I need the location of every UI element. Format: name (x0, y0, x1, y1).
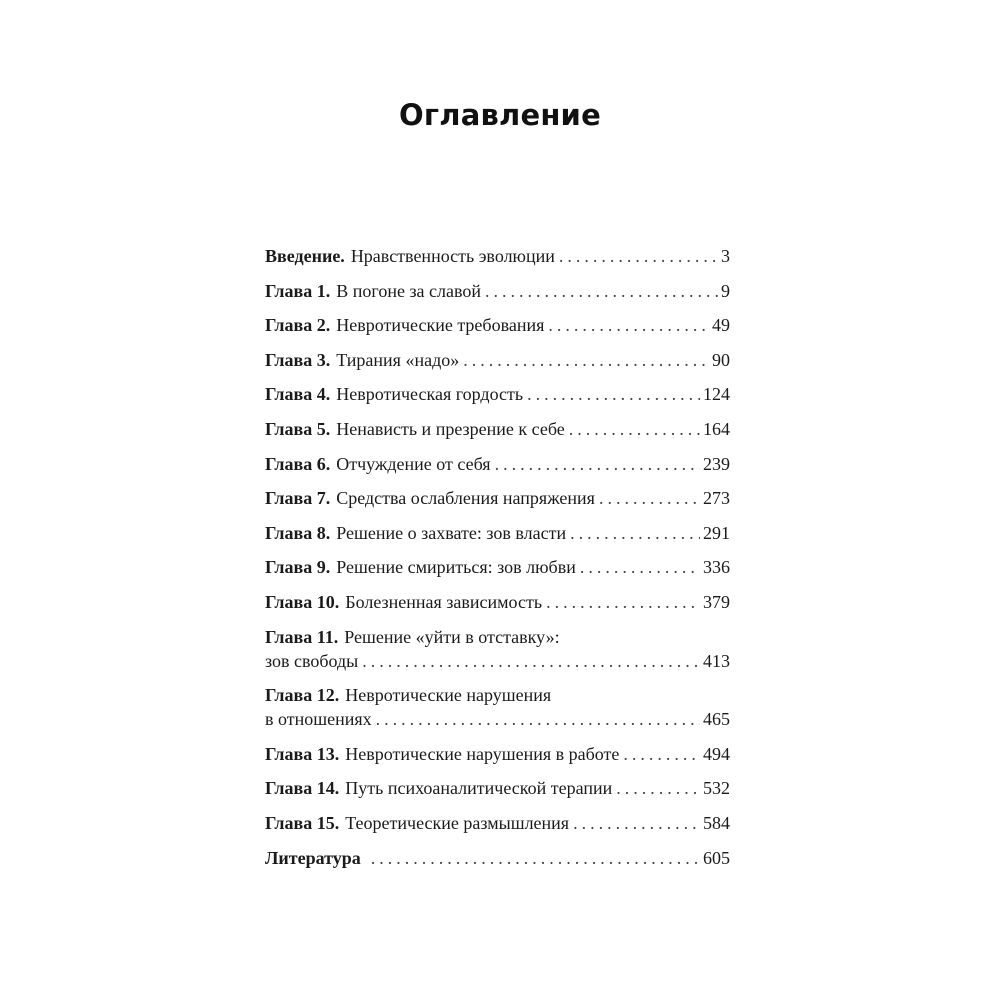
toc-entry-label: Глава 8. (265, 522, 331, 543)
toc-entry-page: 124 (703, 384, 730, 405)
dot-leader (623, 742, 700, 766)
toc-entry-label: Литература (265, 847, 361, 868)
dot-leader (573, 811, 700, 835)
toc-entry-title: В погоне за славой (336, 280, 482, 301)
toc-entry-title: Теоретические размышления (345, 812, 570, 833)
dot-leader (362, 649, 700, 673)
toc-entry-page: 532 (703, 778, 730, 799)
toc-entry-chapter-5 (265, 417, 730, 441)
toc-entry-label: Глава 15. (265, 812, 340, 833)
toc-entry-chapter-2 (265, 313, 730, 337)
toc-entry-chapter-13 (265, 742, 730, 766)
toc-entry-title: Решение «уйти в отставку»: (344, 626, 560, 647)
dot-leader (570, 521, 700, 545)
toc-entry-title: Тирания «надо» (336, 349, 460, 370)
toc-entry-label: Введение. (265, 246, 345, 266)
toc-entry-introduction (265, 244, 730, 268)
toc-entry-page: 9 (721, 280, 730, 301)
toc-entry-title: Невротическая гордость (336, 384, 524, 405)
dot-leader (463, 348, 709, 372)
toc-entry-chapter-1 (265, 279, 730, 303)
toc-entry-title: Средства ослабления напряжения (336, 488, 595, 509)
toc-entry-page: 273 (703, 488, 730, 509)
toc-entry-chapter-12 (265, 683, 730, 731)
dot-leader (495, 452, 700, 476)
toc-entry-page: 291 (703, 522, 730, 543)
dot-leader (599, 486, 700, 510)
toc-entry-label: Глава 1. (265, 280, 331, 301)
toc-entry-label: Глава 6. (265, 453, 331, 474)
dot-leader (548, 313, 709, 337)
toc-entry-title: Решение смириться: зов любви (336, 557, 576, 578)
toc-entry-page: 239 (703, 453, 730, 474)
page-title: Оглавление (399, 98, 601, 132)
toc-entry-page: 605 (703, 847, 730, 868)
toc-entry-chapter-6 (265, 452, 730, 476)
toc-entry-chapter-10 (265, 590, 730, 614)
toc-entry-chapter-4 (265, 382, 730, 406)
toc-entry-chapter-7 (265, 486, 730, 510)
table-of-contents (265, 244, 730, 870)
toc-entry-chapter-14 (265, 776, 730, 800)
toc-entry-page: 164 (703, 418, 730, 439)
toc-entry-title: Решение о захвате: зов власти (336, 522, 567, 543)
toc-entry-title: Ненависть и презрение к себе (336, 418, 565, 439)
dot-leader (371, 846, 700, 870)
toc-entry-title: Невротические требования (336, 315, 545, 336)
dot-leader (559, 244, 718, 268)
toc-entry-chapter-9 (265, 555, 730, 579)
toc-entry-label: Глава 13. (265, 743, 340, 764)
toc-entry-page: 465 (703, 709, 730, 730)
toc-entry-label: Глава 14. (265, 778, 340, 799)
toc-entry-label: Глава 2. (265, 315, 331, 336)
toc-entry-label: Глава 10. (265, 591, 340, 612)
toc-entry-page: 3 (721, 246, 730, 266)
toc-entry-title: Невротические нарушения (345, 685, 552, 706)
toc-entry-page: 90 (712, 349, 730, 370)
toc-entry-title: Нравственность эволюции (350, 246, 555, 266)
toc-entry-page: 494 (703, 743, 730, 764)
toc-entry-page: 584 (703, 812, 730, 833)
dot-leader (485, 279, 718, 303)
toc-entry-label: Глава 5. (265, 418, 331, 439)
dot-leader (580, 555, 700, 579)
toc-entry-label: Глава 11. (265, 626, 339, 647)
dot-leader (376, 707, 700, 731)
dot-leader (616, 776, 700, 800)
toc-entry-page: 336 (703, 557, 730, 578)
dot-leader (569, 417, 700, 441)
dot-leader (527, 382, 700, 406)
toc-entry-label: Глава 4. (265, 384, 331, 405)
toc-entry-chapter-11 (265, 625, 730, 673)
toc-entry-bibliography (265, 846, 730, 870)
toc-entry-label: Глава 12. (265, 685, 340, 706)
toc-entry-page: 49 (712, 315, 730, 336)
toc-entry-label: Глава 3. (265, 349, 331, 370)
toc-entry-title: Невротические нарушения в работе (345, 743, 620, 764)
toc-entry-page: 379 (703, 591, 730, 612)
toc-entry-title: Болезненная зависимость (345, 591, 543, 612)
toc-entry-title: Отчуждение от себя (336, 453, 491, 474)
toc-entry-title-continuation: в отношениях (265, 709, 372, 730)
toc-entry-title: Путь психоаналитической терапии (345, 778, 613, 799)
toc-entry-label: Глава 9. (265, 557, 331, 578)
toc-entry-label: Глава 7. (265, 488, 331, 509)
dot-leader (546, 590, 700, 614)
toc-entry-page: 413 (703, 650, 730, 671)
toc-entry-chapter-8 (265, 521, 730, 545)
toc-entry-chapter-3 (265, 348, 730, 372)
toc-entry-title-continuation: зов свободы (265, 650, 359, 671)
toc-entry-chapter-15 (265, 811, 730, 835)
